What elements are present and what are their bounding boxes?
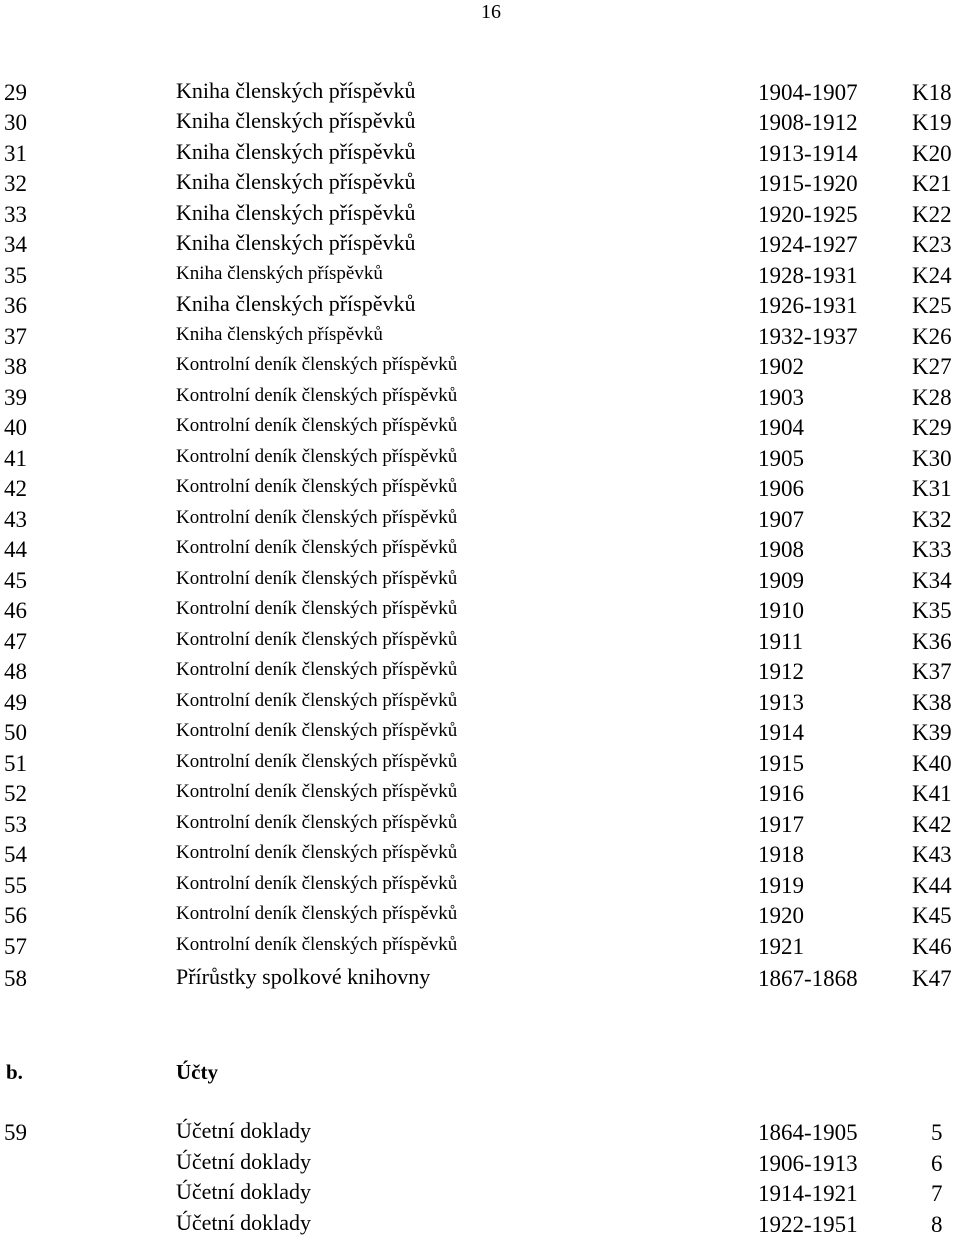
item-years: 1917 bbox=[758, 812, 804, 837]
item-signature: K32 bbox=[912, 507, 952, 532]
item-years: 1926-1931 bbox=[758, 293, 858, 318]
item-number: 35 bbox=[4, 263, 27, 288]
item-title: Kontrolní deník členských příspěvků bbox=[176, 446, 458, 467]
item-signature: K22 bbox=[912, 202, 952, 227]
item-title: Kontrolní deník členských příspěvků bbox=[176, 812, 458, 833]
item-title: Kontrolní deník členských příspěvků bbox=[176, 934, 458, 955]
item-signature: K40 bbox=[912, 751, 952, 776]
item-years: 1932-1937 bbox=[758, 324, 858, 349]
item-title: Účetní doklady bbox=[176, 1149, 312, 1174]
item-years: 1902 bbox=[758, 354, 804, 379]
item-number: 57 bbox=[4, 934, 27, 959]
item-number: 53 bbox=[4, 812, 27, 837]
item-title: Kniha členských příspěvků bbox=[176, 324, 383, 345]
item-number: 42 bbox=[4, 476, 27, 501]
item-number: 48 bbox=[4, 659, 27, 684]
item-signature: K43 bbox=[912, 842, 952, 867]
item-title: Kniha členských příspěvků bbox=[176, 78, 416, 103]
item-years: 1905 bbox=[758, 446, 804, 471]
item-carton: 5 bbox=[931, 1120, 943, 1145]
list-item bbox=[0, 1210, 960, 1240]
list-item bbox=[0, 627, 960, 657]
item-title: Kontrolní deník členských příspěvků bbox=[176, 842, 458, 863]
list-item bbox=[0, 871, 960, 901]
item-years: 1919 bbox=[758, 873, 804, 898]
item-years: 1914-1921 bbox=[758, 1181, 858, 1206]
list-item bbox=[0, 444, 960, 474]
item-title: Kniha členských příspěvků bbox=[176, 291, 416, 316]
item-title: Účetní doklady bbox=[176, 1118, 312, 1143]
item-title: Kontrolní deník členských příspěvků bbox=[176, 598, 458, 619]
item-title: Kontrolní deník členských příspěvků bbox=[176, 781, 458, 802]
list-item bbox=[0, 749, 960, 779]
item-title: Kontrolní deník členských příspěvků bbox=[176, 903, 458, 924]
item-title: Kniha členských příspěvků bbox=[176, 139, 416, 164]
item-title: Kontrolní deník členských příspěvků bbox=[176, 720, 458, 741]
item-number: 51 bbox=[4, 751, 27, 776]
item-signature: K30 bbox=[912, 446, 952, 471]
item-title: Kontrolní deník členských příspěvků bbox=[176, 659, 458, 680]
item-signature: K18 bbox=[912, 80, 952, 105]
item-years: 1913-1914 bbox=[758, 141, 858, 166]
item-years: 1867-1868 bbox=[758, 966, 858, 991]
item-number: 49 bbox=[4, 690, 27, 715]
item-title: Kniha členských příspěvků bbox=[176, 169, 416, 194]
item-title: Kniha členských příspěvků bbox=[176, 200, 416, 225]
item-title: Kniha členských příspěvků bbox=[176, 108, 416, 133]
item-signature: K35 bbox=[912, 598, 952, 623]
item-years: 1922-1951 bbox=[758, 1212, 858, 1237]
list-item bbox=[0, 505, 960, 535]
item-number: 40 bbox=[4, 415, 27, 440]
item-number: 37 bbox=[4, 324, 27, 349]
list-item bbox=[0, 964, 960, 994]
item-signature: K38 bbox=[912, 690, 952, 715]
item-signature: K37 bbox=[912, 659, 952, 684]
item-years: 1911 bbox=[758, 629, 804, 654]
list-item bbox=[0, 840, 960, 870]
item-title: Kontrolní deník členských příspěvků bbox=[176, 415, 458, 436]
item-number: 32 bbox=[4, 171, 27, 196]
item-number: 46 bbox=[4, 598, 27, 623]
item-signature: K28 bbox=[912, 385, 952, 410]
list-item bbox=[0, 657, 960, 687]
item-number: 34 bbox=[4, 232, 27, 257]
item-signature: K39 bbox=[912, 720, 952, 745]
list-item bbox=[0, 718, 960, 748]
list-item bbox=[0, 535, 960, 565]
item-years: 1915-1920 bbox=[758, 171, 858, 196]
list-item bbox=[0, 169, 960, 199]
item-number: 43 bbox=[4, 507, 27, 532]
item-signature: K34 bbox=[912, 568, 952, 593]
item-years: 1909 bbox=[758, 568, 804, 593]
item-signature: K25 bbox=[912, 293, 952, 318]
item-signature: K29 bbox=[912, 415, 952, 440]
item-signature: K36 bbox=[912, 629, 952, 654]
item-signature: K19 bbox=[912, 110, 952, 135]
item-number: 39 bbox=[4, 385, 27, 410]
item-title: Účetní doklady bbox=[176, 1210, 312, 1235]
item-signature: K46 bbox=[912, 934, 952, 959]
section-title: Účty bbox=[176, 1060, 218, 1084]
item-title: Kniha členských příspěvků bbox=[176, 230, 416, 255]
item-years: 1913 bbox=[758, 690, 804, 715]
item-signature: K45 bbox=[912, 903, 952, 928]
list-item bbox=[0, 901, 960, 931]
item-signature: K27 bbox=[912, 354, 952, 379]
item-years: 1928-1931 bbox=[758, 263, 858, 288]
item-signature: K47 bbox=[912, 966, 952, 991]
list-item bbox=[0, 566, 960, 596]
list-item bbox=[0, 291, 960, 321]
item-title: Kontrolní deník členských příspěvků bbox=[176, 690, 458, 711]
item-years: 1924-1927 bbox=[758, 232, 858, 257]
list-item bbox=[0, 139, 960, 169]
item-signature: K23 bbox=[912, 232, 952, 257]
list-item bbox=[0, 688, 960, 718]
list-item bbox=[0, 322, 960, 352]
item-signature: K21 bbox=[912, 171, 952, 196]
item-number: 29 bbox=[4, 80, 27, 105]
section-letter: b. bbox=[6, 1060, 23, 1084]
item-number: 31 bbox=[4, 141, 27, 166]
item-number: 41 bbox=[4, 446, 27, 471]
list-item bbox=[0, 383, 960, 413]
list-item bbox=[0, 200, 960, 230]
list-item bbox=[0, 1118, 960, 1148]
item-years: 1903 bbox=[758, 385, 804, 410]
item-number: 55 bbox=[4, 873, 27, 898]
item-number: 52 bbox=[4, 781, 27, 806]
list-item bbox=[0, 413, 960, 443]
list-item bbox=[0, 261, 960, 291]
item-years: 1908-1912 bbox=[758, 110, 858, 135]
item-years: 1904-1907 bbox=[758, 80, 858, 105]
list-item bbox=[0, 810, 960, 840]
item-number: 54 bbox=[4, 842, 27, 867]
item-number: 56 bbox=[4, 903, 27, 928]
item-signature: K24 bbox=[912, 263, 952, 288]
item-title: Kontrolní deník členských příspěvků bbox=[176, 751, 458, 772]
list-item bbox=[0, 1149, 960, 1179]
item-number: 38 bbox=[4, 354, 27, 379]
item-years: 1916 bbox=[758, 781, 804, 806]
item-title: Kontrolní deník členských příspěvků bbox=[176, 385, 458, 406]
item-title: Účetní doklady bbox=[176, 1179, 312, 1204]
list-item bbox=[0, 779, 960, 809]
item-signature: K44 bbox=[912, 873, 952, 898]
item-years: 1906-1913 bbox=[758, 1151, 858, 1176]
item-number: 36 bbox=[4, 293, 27, 318]
item-number: 59 bbox=[4, 1120, 27, 1145]
page-number: 16 bbox=[481, 1, 501, 23]
item-signature: K41 bbox=[912, 781, 952, 806]
list-item bbox=[0, 1179, 960, 1209]
item-carton: 8 bbox=[931, 1212, 943, 1237]
list-item bbox=[0, 78, 960, 108]
item-years: 1914 bbox=[758, 720, 804, 745]
item-years: 1920 bbox=[758, 903, 804, 928]
item-signature: K20 bbox=[912, 141, 952, 166]
item-years: 1904 bbox=[758, 415, 804, 440]
item-years: 1918 bbox=[758, 842, 804, 867]
item-years: 1910 bbox=[758, 598, 804, 623]
item-title: Kontrolní deník členských příspěvků bbox=[176, 476, 458, 497]
list-item bbox=[0, 230, 960, 260]
list-item bbox=[0, 108, 960, 138]
item-years: 1921 bbox=[758, 934, 804, 959]
item-signature: K33 bbox=[912, 537, 952, 562]
item-signature: K31 bbox=[912, 476, 952, 501]
item-carton: 6 bbox=[931, 1151, 943, 1176]
item-years: 1912 bbox=[758, 659, 804, 684]
item-years: 1907 bbox=[758, 507, 804, 532]
list-item bbox=[0, 352, 960, 382]
item-number: 50 bbox=[4, 720, 27, 745]
item-number: 33 bbox=[4, 202, 27, 227]
list-item bbox=[0, 596, 960, 626]
item-number: 45 bbox=[4, 568, 27, 593]
item-number: 58 bbox=[4, 966, 27, 991]
item-carton: 7 bbox=[931, 1181, 943, 1206]
item-years: 1906 bbox=[758, 476, 804, 501]
item-years: 1864-1905 bbox=[758, 1120, 858, 1145]
item-title: Kontrolní deník členských příspěvků bbox=[176, 873, 458, 894]
item-title: Kontrolní deník členských příspěvků bbox=[176, 354, 458, 375]
item-years: 1920-1925 bbox=[758, 202, 858, 227]
item-signature: K26 bbox=[912, 324, 952, 349]
item-years: 1915 bbox=[758, 751, 804, 776]
item-signature: K42 bbox=[912, 812, 952, 837]
list-item bbox=[0, 932, 960, 962]
item-number: 47 bbox=[4, 629, 27, 654]
item-title: Kontrolní deník členských příspěvků bbox=[176, 537, 458, 558]
item-number: 30 bbox=[4, 110, 27, 135]
item-number: 44 bbox=[4, 537, 27, 562]
item-title: Přírůstky spolkové knihovny bbox=[176, 964, 431, 989]
item-title: Kontrolní deník členských příspěvků bbox=[176, 507, 458, 528]
list-item bbox=[0, 474, 960, 504]
item-years: 1908 bbox=[758, 537, 804, 562]
item-title: Kontrolní deník členských příspěvků bbox=[176, 629, 458, 650]
item-title: Kontrolní deník členských příspěvků bbox=[176, 568, 458, 589]
item-title: Kniha členských příspěvků bbox=[176, 263, 383, 284]
